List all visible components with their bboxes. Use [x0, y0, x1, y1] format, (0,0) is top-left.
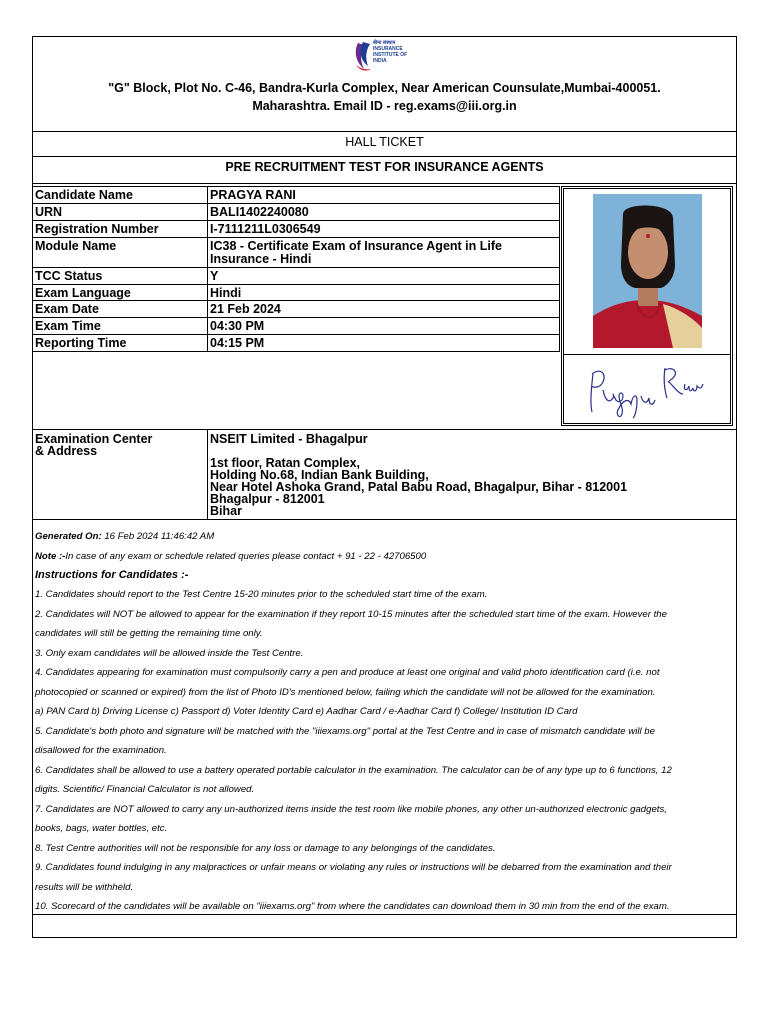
candidate-signature: [585, 360, 715, 420]
exam-center-address-line: Near Hotel Ashoka Grand, Patal Babu Road, Bhagalpur, Bihar - 812001: [210, 480, 628, 494]
exam-language-value: Hindi: [210, 286, 242, 300]
instruction-line: 5. Candidate's both photo and signature will be matched with the "iiiexams.org" portal at the Test Centre and in case of mismatch candidate will be: [35, 725, 655, 737]
candidate-name-label: Candidate Name: [35, 188, 133, 202]
instruction-line: candidates will still be getting the remaining time only.: [35, 628, 263, 639]
exam-center-address-line: Bihar: [210, 504, 242, 518]
instruction-line: results will be withheld.: [35, 881, 134, 893]
generated-on: [35, 531, 214, 542]
registration-number-label: Registration Number: [35, 222, 159, 236]
exam-language-label: Exam Language: [35, 286, 131, 300]
logo-text-line2: INSTITUTE OF: [373, 52, 408, 58]
instruction-line: photocopied or scanned or expired) from the list of Photo ID's mentioned below, failing which the candidate will not be allowed for the examination.: [35, 686, 656, 698]
contact-note: [35, 551, 426, 562]
instruction-line: 1. Candidates should report to the Test Centre 15-20 minutes prior to the scheduled start time of the exam.: [35, 589, 488, 600]
reporting-time-label: Reporting Time: [35, 336, 127, 350]
instructions-title: Instructions for Candidates :-: [35, 569, 189, 581]
logo-text-hindi: बीमा संस्थान: [373, 40, 396, 46]
instruction-line: 10. Scorecard of the candidates will be available on "iiiexams.org" from where the candidates can download them in 30 min from the end of the exam.: [35, 901, 670, 912]
tcc-status-value: Y: [210, 269, 219, 283]
instruction-line: a) PAN Card b) Driving License c) Passport d) Voter Identity Card e) Aadhar Card / e-Aadhar Card f) College/ Institution ID Card: [35, 706, 578, 717]
exam-center-address-line: Bhagalpur - 812001: [210, 492, 325, 506]
exam-time-value: 04:30 PM: [210, 319, 265, 333]
instruction-line: digits. Scientific/ Financial Calculator is not allowed.: [35, 784, 255, 795]
module-name-label: Module Name: [35, 239, 117, 253]
exam-time-label: Exam Time: [35, 319, 101, 333]
instruction-line: 6. Candidates shall be allowed to use a battery operated portable calculator in the examination. The calculator can be of any type up to 6 functions, 12: [35, 764, 672, 776]
instruction-line: 2. Candidates will NOT be allowed to appear for the examination if they report 10-15 minutes after the scheduled start time of the exam. However the: [35, 608, 667, 620]
instruction-line: 8. Test Centre authorities will not be responsible for any loss or damage to any belongings of the candidates.: [35, 842, 496, 854]
urn-label: URN: [35, 205, 63, 219]
module-name-value: IC38 - Certificate Exam of Insurance Agent in Life Insurance - Hindi: [210, 239, 502, 266]
tcc-status-label: TCC Status: [35, 269, 103, 283]
urn-value: BALI1402240080: [210, 205, 309, 219]
instruction-line: 9. Candidates found indulging in any malpractices or unfair means or violating any rules or instructions will be debarred from the examination and their: [35, 862, 672, 873]
candidate-name-value: PRAGYA RANI: [210, 188, 296, 202]
registration-number-value: I-7111211L0306549: [210, 222, 321, 236]
candidate-photo: [593, 194, 702, 348]
instruction-line: 3. Only exam candidates will be allowed inside the Test Centre.: [35, 647, 304, 659]
logo-text-line3: INDIA: [373, 58, 387, 64]
reporting-time-value: 04:15 PM: [210, 336, 265, 350]
note-label: Note :-: [35, 551, 66, 562]
institute-address-line1: "G" Block, Plot No. C-46, Bandra-Kurla Complex, Near American Counsulate,Mumbai-400051.: [108, 81, 661, 95]
exam-date-value: 21 Feb 2024: [210, 302, 281, 316]
exam-center-label-line1: Examination Center: [35, 432, 153, 446]
hall-ticket-title: HALL TICKET: [345, 135, 424, 149]
note-value: In case of any exam or schedule related queries please contact + 91 - 22 - 42706500: [65, 551, 427, 562]
exam-date-label: Exam Date: [35, 302, 99, 316]
generated-on-value: 16 Feb 2024 11:46:42 AM: [104, 531, 215, 542]
instruction-line: disallowed for the examination.: [35, 745, 167, 756]
instruction-line: 4. Candidates appearing for examination must compulsorily carry a pen and produce at least one original and valid photo identification card (i.e. not: [35, 667, 660, 678]
logo-text-line1: INSURANCE: [373, 46, 403, 52]
exam-center-label-line2: & Address: [35, 444, 98, 458]
exam-center-address-line: 1st floor, Ratan Complex,: [210, 456, 361, 470]
exam-center-address: [210, 457, 627, 517]
institute-address-line2: Maharashtra. Email ID - reg.exams@iii.org.in: [252, 99, 517, 113]
exam-center-name: NSEIT Limited - Bhagalpur: [210, 432, 368, 446]
instruction-line: 7. Candidates are NOT allowed to carry any un-authorized items inside the test room like mobile phones, any other un-authorized electronic gadgets,: [35, 803, 667, 815]
exam-title: PRE RECRUITMENT TEST FOR INSURANCE AGENTS: [225, 160, 544, 174]
exam-center-address-line: Holding No.68, Indian Bank Building,: [210, 468, 429, 482]
instructions-list: [35, 585, 735, 917]
generated-on-label: Generated On:: [35, 531, 102, 542]
instruction-line: books, bags, water bottles, etc.: [35, 823, 168, 834]
